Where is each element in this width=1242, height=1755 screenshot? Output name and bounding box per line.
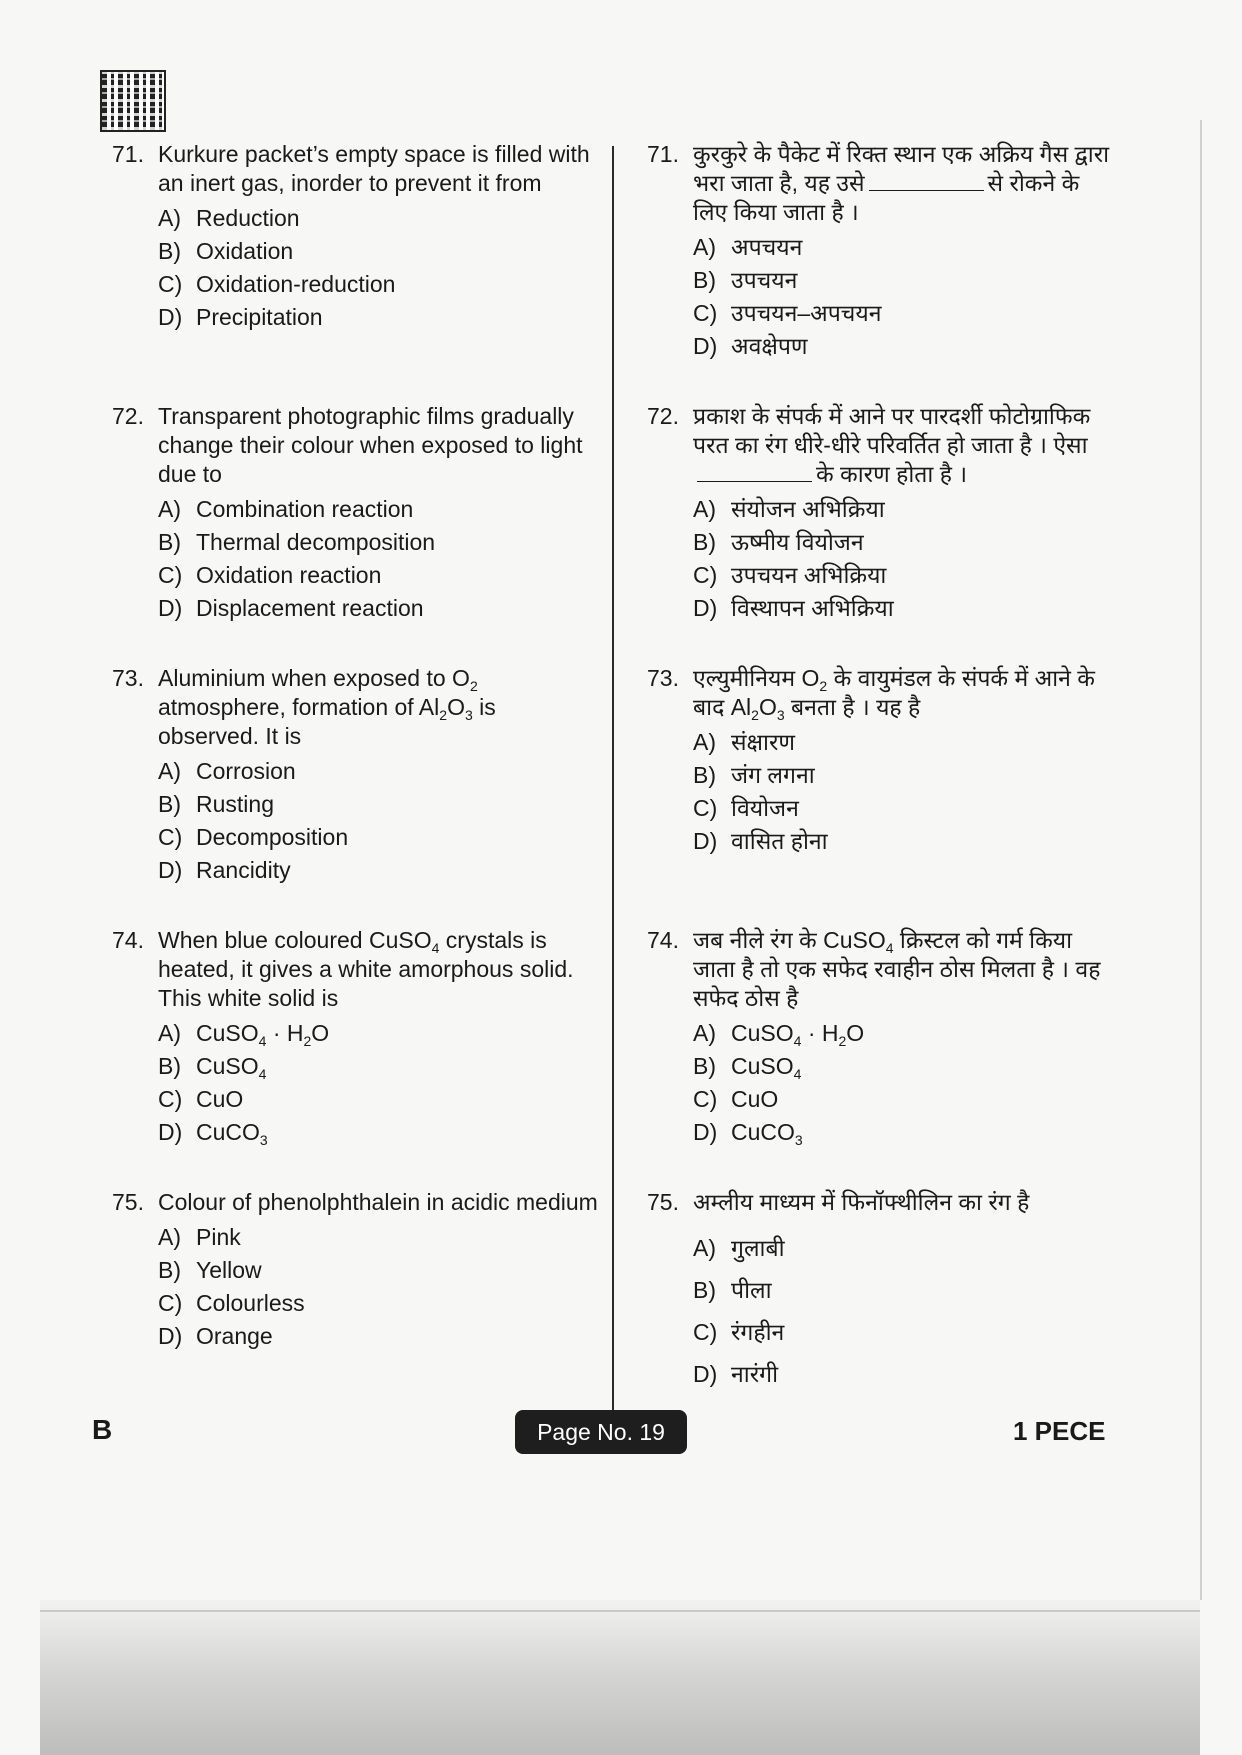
- question-text: Aluminium when exposed to $O_2$ atmosphere, formation of $Al_2O_3$ is observed. It is: [158, 665, 496, 749]
- question-number: 74.: [647, 927, 679, 953]
- question-text: कुरकुरे के पैकेट में रिक्त स्थान एक अक्रिय गैस द्वारा भरा जाता है, यह उसे से रोकने के लिए किया जाता है ।: [693, 141, 1110, 225]
- option-a: A) CuSO$_4$ · $H_2O$: [693, 1020, 865, 1049]
- question-number: 71.: [647, 141, 679, 167]
- option-a: A) Reduction: [158, 205, 300, 231]
- options-list: [158, 202, 602, 334]
- options-list: [158, 493, 602, 625]
- column-divider: [612, 146, 614, 1414]
- option-b: B) उपचयन: [693, 267, 798, 293]
- question-number: 73.: [647, 665, 679, 691]
- scan-line: [40, 1610, 1200, 1612]
- question-text: Colour of phenolphthalein in acidic medium: [158, 1189, 598, 1215]
- question-74-en: [112, 926, 602, 1149]
- question-75-en: [112, 1188, 602, 1353]
- question-72-en: [112, 402, 602, 625]
- option-b: B) जंग लगना: [693, 762, 815, 788]
- option-a: A) संयोजन अभिक्रिया: [693, 496, 885, 522]
- option-d: D) नारंगी: [693, 1361, 779, 1387]
- question-72-hi: [647, 402, 1117, 625]
- question-74-hi: [647, 926, 1117, 1149]
- question-text: अम्लीय माध्यम में फिनॉफ्थीलिन का रंग है: [693, 1189, 1030, 1215]
- option-d: D) Rancidity: [158, 857, 291, 883]
- option-d: D) अवक्षेपण: [693, 333, 808, 359]
- option-b: B) Rusting: [158, 791, 274, 817]
- option-b: B) पीला: [693, 1277, 772, 1303]
- paper-code: 1 PECE: [1013, 1416, 1106, 1446]
- question-number: 73.: [112, 665, 144, 691]
- question-73-hi: [647, 664, 1117, 858]
- question-text: Kurkure packet’s empty space is filled with an inert gas, inorder to prevent it from: [158, 141, 590, 196]
- option-a: A) अपचयन: [693, 234, 803, 260]
- option-b: B) ऊष्मीय वियोजन: [693, 529, 864, 555]
- question-text: प्रकाश के संपर्क में आने पर पारदर्शी फोटोग्राफिक परत का रंग धीरे-धीरे परिवर्तित हो जाता है । ऐसाके कारण होता है ।: [693, 403, 1091, 487]
- question-number: 72.: [112, 403, 144, 429]
- question-73-en: [112, 664, 602, 887]
- question-71-en: [112, 140, 602, 334]
- option-a: A) संक्षारण: [693, 729, 796, 755]
- options-list: [693, 231, 1117, 363]
- page-number-badge: Page No. 19: [515, 1410, 687, 1454]
- options-list: [693, 1017, 1117, 1149]
- question-number: 74.: [112, 927, 144, 953]
- page-edge-line: [1200, 120, 1202, 1600]
- options-list: [693, 1227, 1117, 1395]
- option-d: D) Displacement reaction: [158, 595, 424, 621]
- option-c: C) उपचयन अभिक्रिया: [693, 562, 887, 588]
- options-list: [693, 493, 1117, 625]
- option-d: D) विस्थापन अभिक्रिया: [693, 595, 894, 621]
- option-d: D) Orange: [158, 1323, 273, 1349]
- option-b: B) Yellow: [158, 1257, 262, 1283]
- answer-blank: [869, 172, 984, 191]
- question-71-hi: [647, 140, 1117, 363]
- option-d: D) Precipitation: [158, 304, 323, 330]
- option-a: A) CuSO$_4$ · $H_2O$: [158, 1020, 330, 1049]
- option-c: C) CuO: [158, 1086, 244, 1112]
- option-a: A) Combination reaction: [158, 496, 414, 522]
- option-d: D) CuCO$_3$: [693, 1119, 803, 1148]
- answer-blank: [697, 463, 812, 482]
- options-list: [158, 1221, 602, 1353]
- question-number: 72.: [647, 403, 679, 429]
- option-a: A) गुलाबी: [693, 1235, 785, 1261]
- option-c: C) रंगहीन: [693, 1319, 785, 1345]
- options-list: [158, 755, 602, 887]
- option-b: B) Thermal decomposition: [158, 529, 436, 555]
- option-a: A) Pink: [158, 1224, 241, 1250]
- option-c: C) वियोजन: [693, 795, 799, 821]
- option-c: C) Oxidation-reduction: [158, 271, 396, 297]
- question-text: एल्युमीनियम $O_2$ के वायुमंडल के संपर्क में आने के बाद $Al_2O_3$ बनता है । यह है: [693, 665, 1095, 723]
- option-c: C) Colourless: [158, 1290, 305, 1316]
- options-list: [693, 726, 1117, 858]
- option-c: C) Decomposition: [158, 824, 349, 850]
- option-d: D) वासित होना: [693, 828, 828, 854]
- option-c: C) CuO: [693, 1086, 779, 1112]
- question-number: 75.: [647, 1189, 679, 1215]
- option-c: C) Oxidation reaction: [158, 562, 382, 588]
- question-number: 71.: [112, 141, 144, 167]
- option-d: D) CuCO$_3$: [158, 1119, 268, 1148]
- question-text: जब नीले रंग के CuSO$_4$ क्रिस्टल को गर्म किया जाता है तो एक सफेद रवाहीन ठोस मिलता है । वह सफेद ठोस है: [693, 927, 1101, 1011]
- option-b: B) CuSO$_4$: [693, 1053, 802, 1082]
- question-number: 75.: [112, 1189, 144, 1215]
- options-list: [158, 1017, 602, 1149]
- qr-code: [100, 70, 166, 132]
- option-a: A) Corrosion: [158, 758, 296, 784]
- option-c: C) उपचयन–अपचयन: [693, 300, 882, 326]
- option-b: B) CuSO$_4$: [158, 1053, 267, 1082]
- question-75-hi: [647, 1188, 1117, 1395]
- scan-shadow: [40, 1600, 1200, 1755]
- question-text: When blue coloured CuSO$_4$ crystals is heated, it gives a white amorphous solid. This white solid is: [158, 927, 574, 1011]
- set-letter: B: [92, 1414, 113, 1445]
- question-text: Transparent photographic films gradually change their colour when exposed to light due to: [158, 403, 583, 487]
- option-b: B) Oxidation: [158, 238, 294, 264]
